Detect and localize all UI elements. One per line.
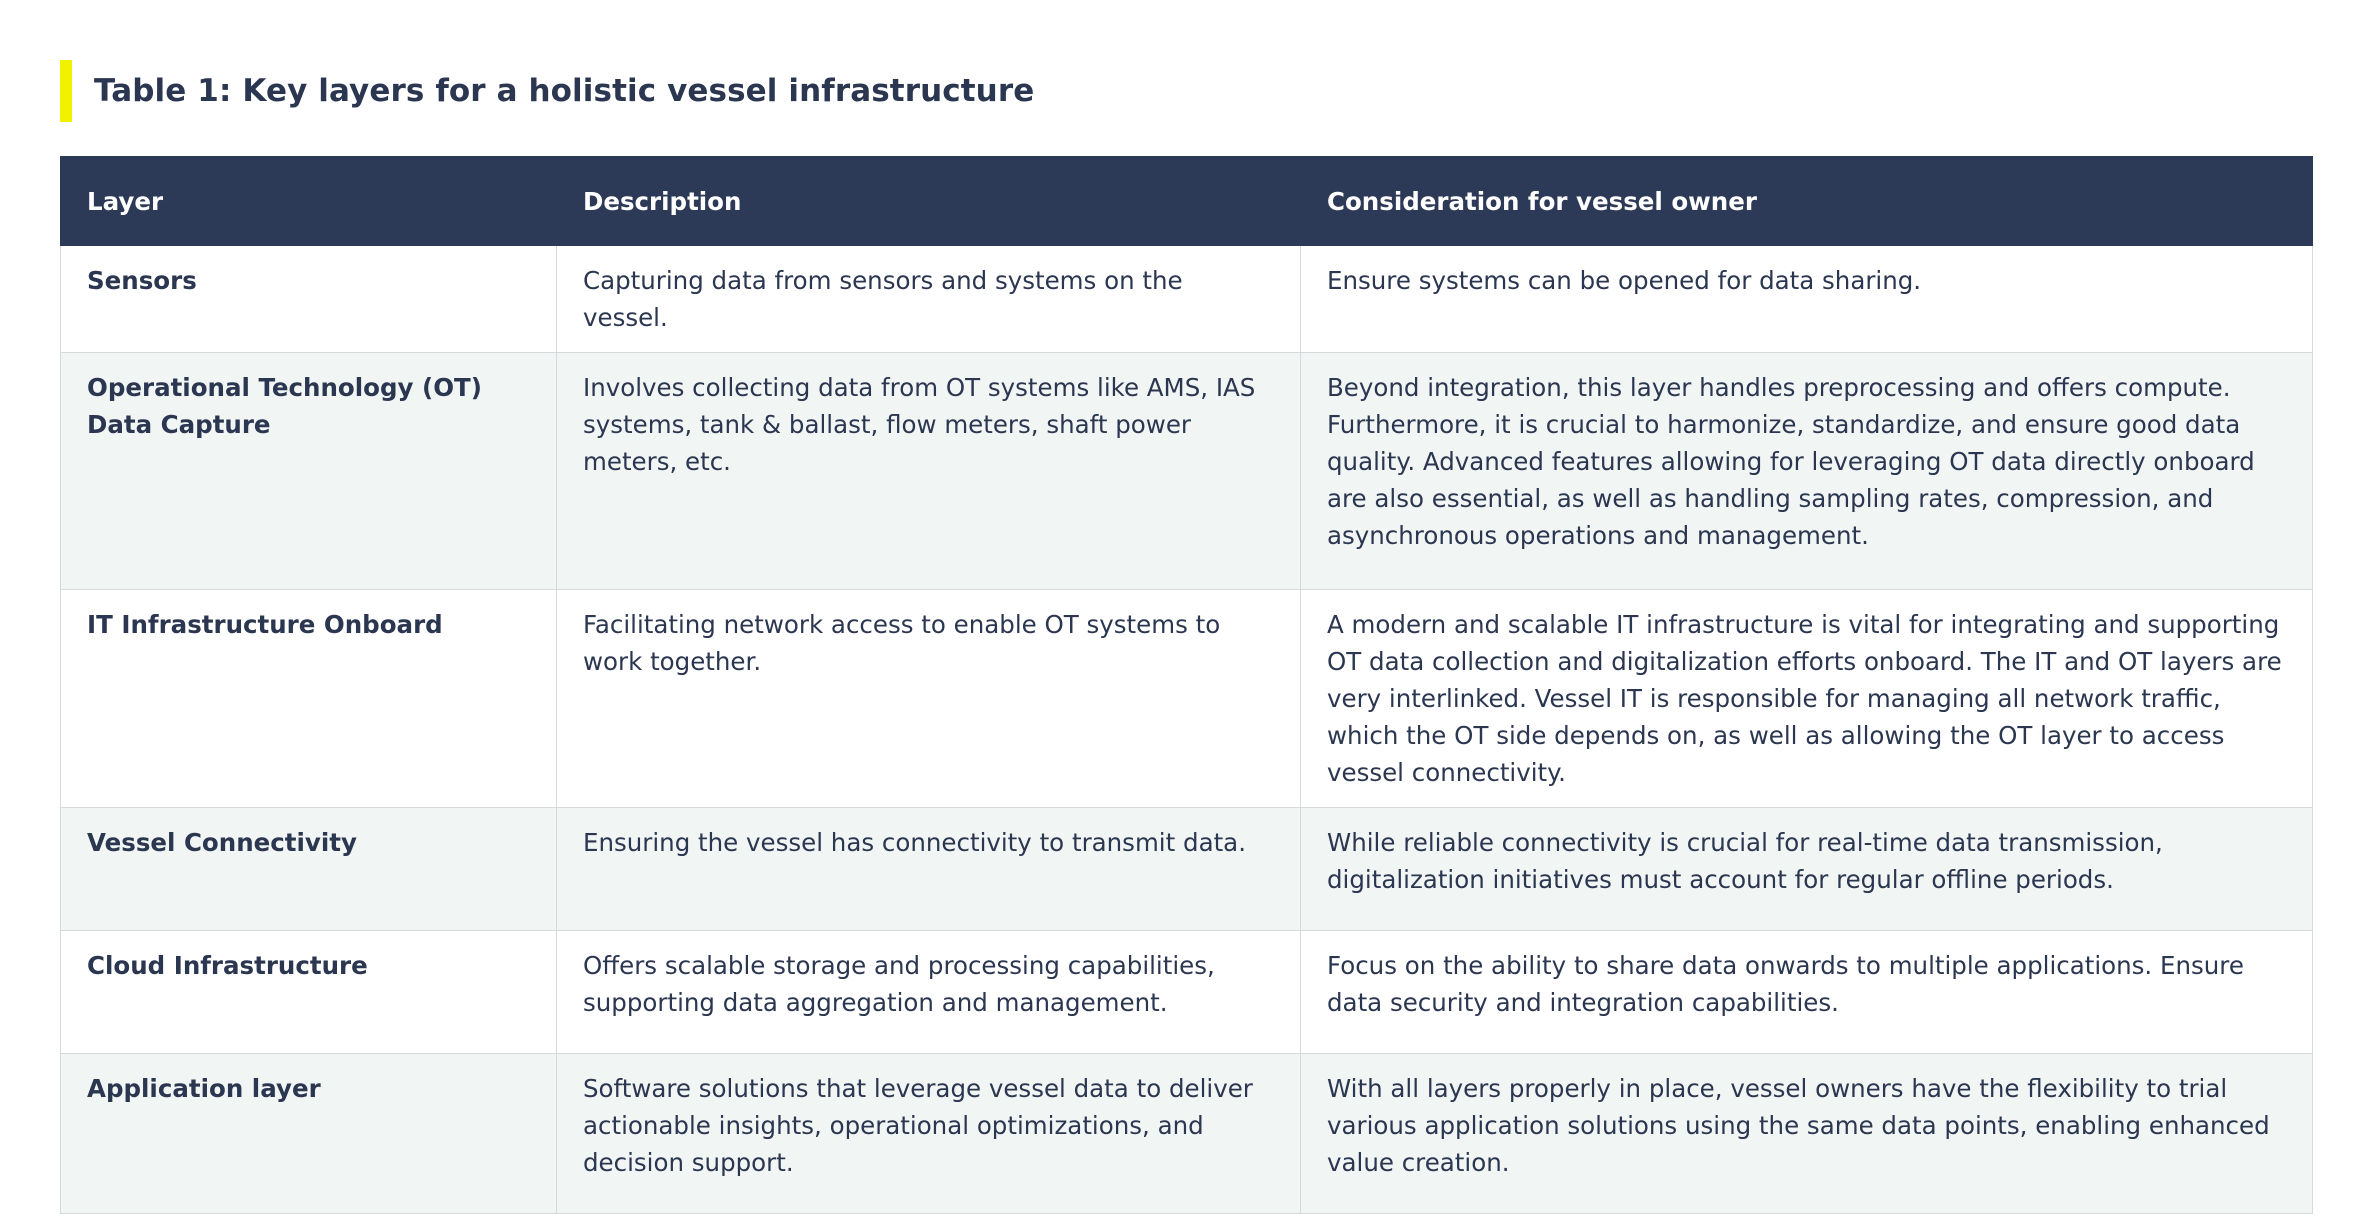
description-cell: Ensuring the vessel has connectivity to transmit data.	[557, 808, 1301, 931]
table-row	[61, 590, 2313, 808]
description-cell: Capturing data from sensors and systems on the vessel.	[557, 246, 1301, 353]
table-title-row	[60, 60, 2312, 122]
description-cell: Involves collecting data from OT systems like AMS, IAS systems, tank & ballast, flow meters, shaft power meters, etc.	[557, 353, 1301, 590]
consideration-cell: Focus on the ability to share data onwards to multiple applications. Ensure data security and integration capabilities.	[1301, 931, 2313, 1054]
consideration-cell: Ensure systems can be opened for data sharing.	[1301, 246, 2313, 353]
table-body	[61, 246, 2313, 1214]
layers-table	[60, 156, 2313, 1214]
table-row	[61, 1054, 2313, 1214]
layer-cell: Sensors	[61, 246, 557, 353]
consideration-cell: While reliable connectivity is crucial for real-time data transmission, digitalization initiatives must account for regular offline periods.	[1301, 808, 2313, 931]
header-row	[61, 157, 2313, 246]
consideration-cell: With all layers properly in place, vessel owners have the flexibility to trial various application solutions using the same data points, enabling enhanced value creation.	[1301, 1054, 2313, 1214]
header-description: Description	[557, 157, 1301, 246]
header-layer: Layer	[61, 157, 557, 246]
header-consideration: Consideration for vessel owner	[1301, 157, 2313, 246]
table-row	[61, 353, 2313, 590]
layer-cell: Vessel Connectivity	[61, 808, 557, 931]
table-row	[61, 246, 2313, 353]
consideration-cell: A modern and scalable IT infrastructure is vital for integrating and supporting OT data collection and digitalization efforts onboard. The IT and OT layers are very interlinked. Vessel IT is responsible for managing all network traffic, which the OT side depends on, as well as allowing the OT layer to access vessel connectivity.	[1301, 590, 2313, 808]
table-row	[61, 931, 2313, 1054]
title-accent-bar	[60, 60, 72, 122]
consideration-cell: Beyond integration, this layer handles preprocessing and offers compute. Furthermore, it is crucial to harmonize, standardize, and ensure good data quality. Advanced features allowing for leveraging OT data directly onboard are also essential, as well as handling sampling rates, compression, and asynchronous operations and management.	[1301, 353, 2313, 590]
description-cell: Software solutions that leverage vessel data to deliver actionable insights, operational optimizations, and decision support.	[557, 1054, 1301, 1214]
table-title: Table 1: Key layers for a holistic vessel infrastructure	[94, 73, 1035, 109]
description-cell: Facilitating network access to enable OT systems to work together.	[557, 590, 1301, 808]
description-cell: Offers scalable storage and processing capabilities, supporting data aggregation and management.	[557, 931, 1301, 1054]
table-row	[61, 808, 2313, 931]
document-page	[60, 60, 2312, 1177]
layer-cell: Application layer	[61, 1054, 557, 1214]
layer-cell: IT Infrastructure Onboard	[61, 590, 557, 808]
layer-cell: Cloud Infrastructure	[61, 931, 557, 1054]
layer-cell: Operational Technology (OT) Data Capture	[61, 353, 557, 590]
table-header	[61, 157, 2313, 246]
